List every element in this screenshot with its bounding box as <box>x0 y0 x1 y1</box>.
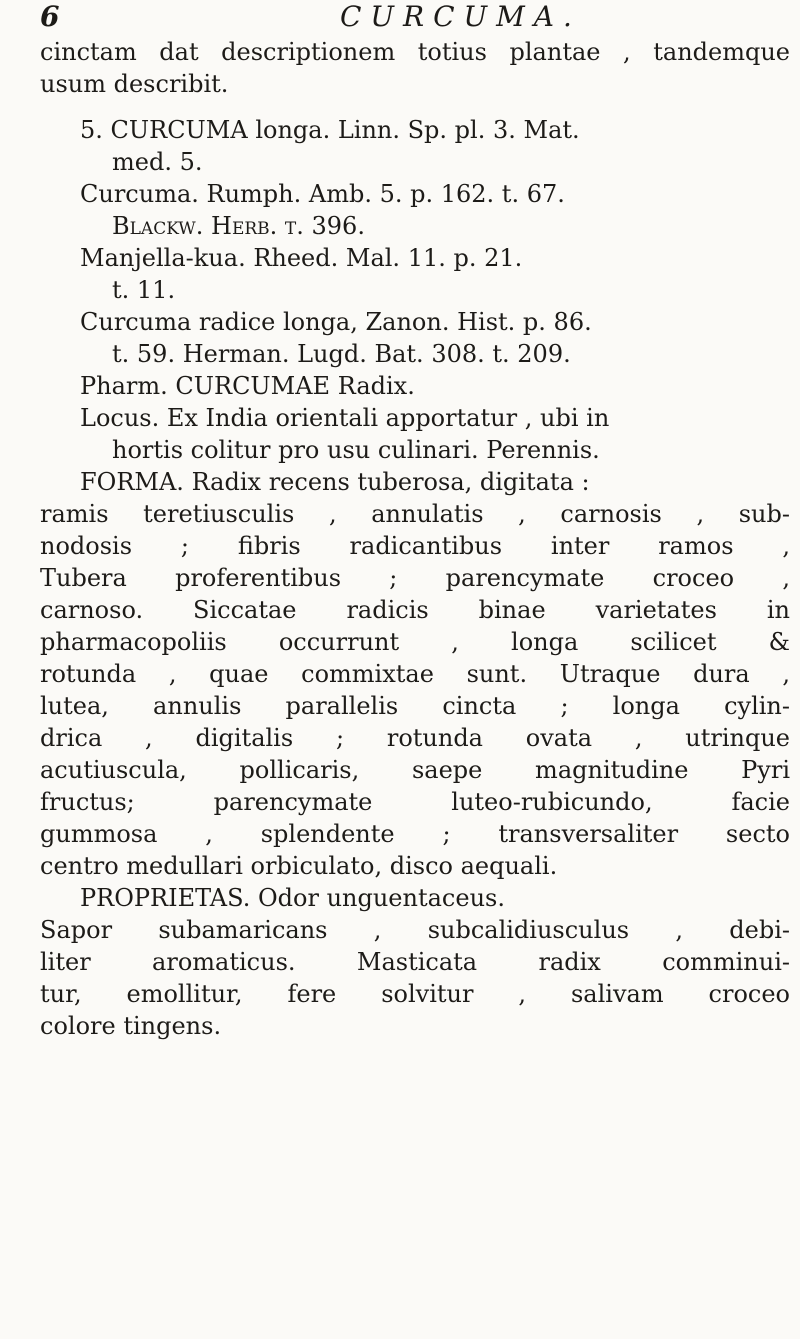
text-line: acutiuscula, pollicaris, saepe magnitudine Pyri <box>40 756 790 784</box>
text-line: t. 59. Herman. Lugd. Bat. 308. t. 209. <box>112 340 571 368</box>
page-header <box>40 0 780 36</box>
text-line: colore tingens. <box>40 1012 222 1040</box>
pharm-line: Pharm. CURCUMAE Radix. <box>80 372 415 400</box>
text-line: liter aromaticus. Masticata radix comminui- <box>40 948 790 976</box>
entry-heading: 5. CURCUMA longa. Linn. Sp. pl. 3. Mat. <box>80 116 580 144</box>
running-title: CURCUMA. <box>340 0 581 33</box>
text-line: med. 5. <box>112 148 203 176</box>
text-line: lutea, annulis parallelis cincta ; longa cylin- <box>40 692 790 720</box>
synonym-line: Curcuma. Rumph. Amb. 5. p. 162. t. 67. <box>80 180 565 208</box>
synonym-line: Curcuma radice longa, Zanon. Hist. p. 86. <box>80 308 592 336</box>
text-line: rotunda , quae commixtae sunt. Utraque dura , <box>40 660 790 688</box>
locus-line: Locus. Ex India orientali apportatur , ubi in <box>80 404 610 432</box>
text-line: ramis teretiusculis , annulatis , carnosis , sub- <box>40 500 790 528</box>
forma-line: FORMA. Radix recens tuberosa, digitata : <box>80 468 590 496</box>
proprietas-line: PROPRIETAS. Odor unguentaceus. <box>80 884 505 912</box>
body-text <box>40 36 790 1042</box>
text-line: Tubera proferentibus ; parencymate croceo , <box>40 564 790 592</box>
text-line: drica , digitalis ; rotunda ovata , utrinque <box>40 724 790 752</box>
page-number: 6 <box>40 0 60 33</box>
text-line: t. 11. <box>112 276 176 304</box>
synonym-line: Manjella-kua. Rheed. Mal. 11. p. 21. <box>80 244 523 272</box>
text-line: usum describit. <box>40 70 229 98</box>
synonym-line: Blackw. Herb. t. 396. <box>112 212 365 240</box>
text-line: carnoso. Siccatae radicis binae varietates in <box>40 596 790 624</box>
text-line: centro medullari orbiculato, disco aequali. <box>40 852 558 880</box>
text-line: pharmacopoliis occurrunt , longa scilicet & <box>40 628 790 656</box>
text-line: gummosa , splendente ; transversaliter secto <box>40 820 790 848</box>
text-line: nodosis ; fibris radicantibus inter ramos , <box>40 532 790 560</box>
text-line: hortis colitur pro usu culinari. Perennis. <box>112 436 600 464</box>
text-line: cinctam dat descriptionem totius plantae , tandemque <box>40 38 790 66</box>
text-line: fructus; parencymate luteo-rubicundo, facie <box>40 788 790 816</box>
text-line: tur, emollitur, fere solvitur , salivam croceo <box>40 980 790 1008</box>
text-line: Sapor subamaricans , subcalidiusculus , debi- <box>40 916 790 944</box>
